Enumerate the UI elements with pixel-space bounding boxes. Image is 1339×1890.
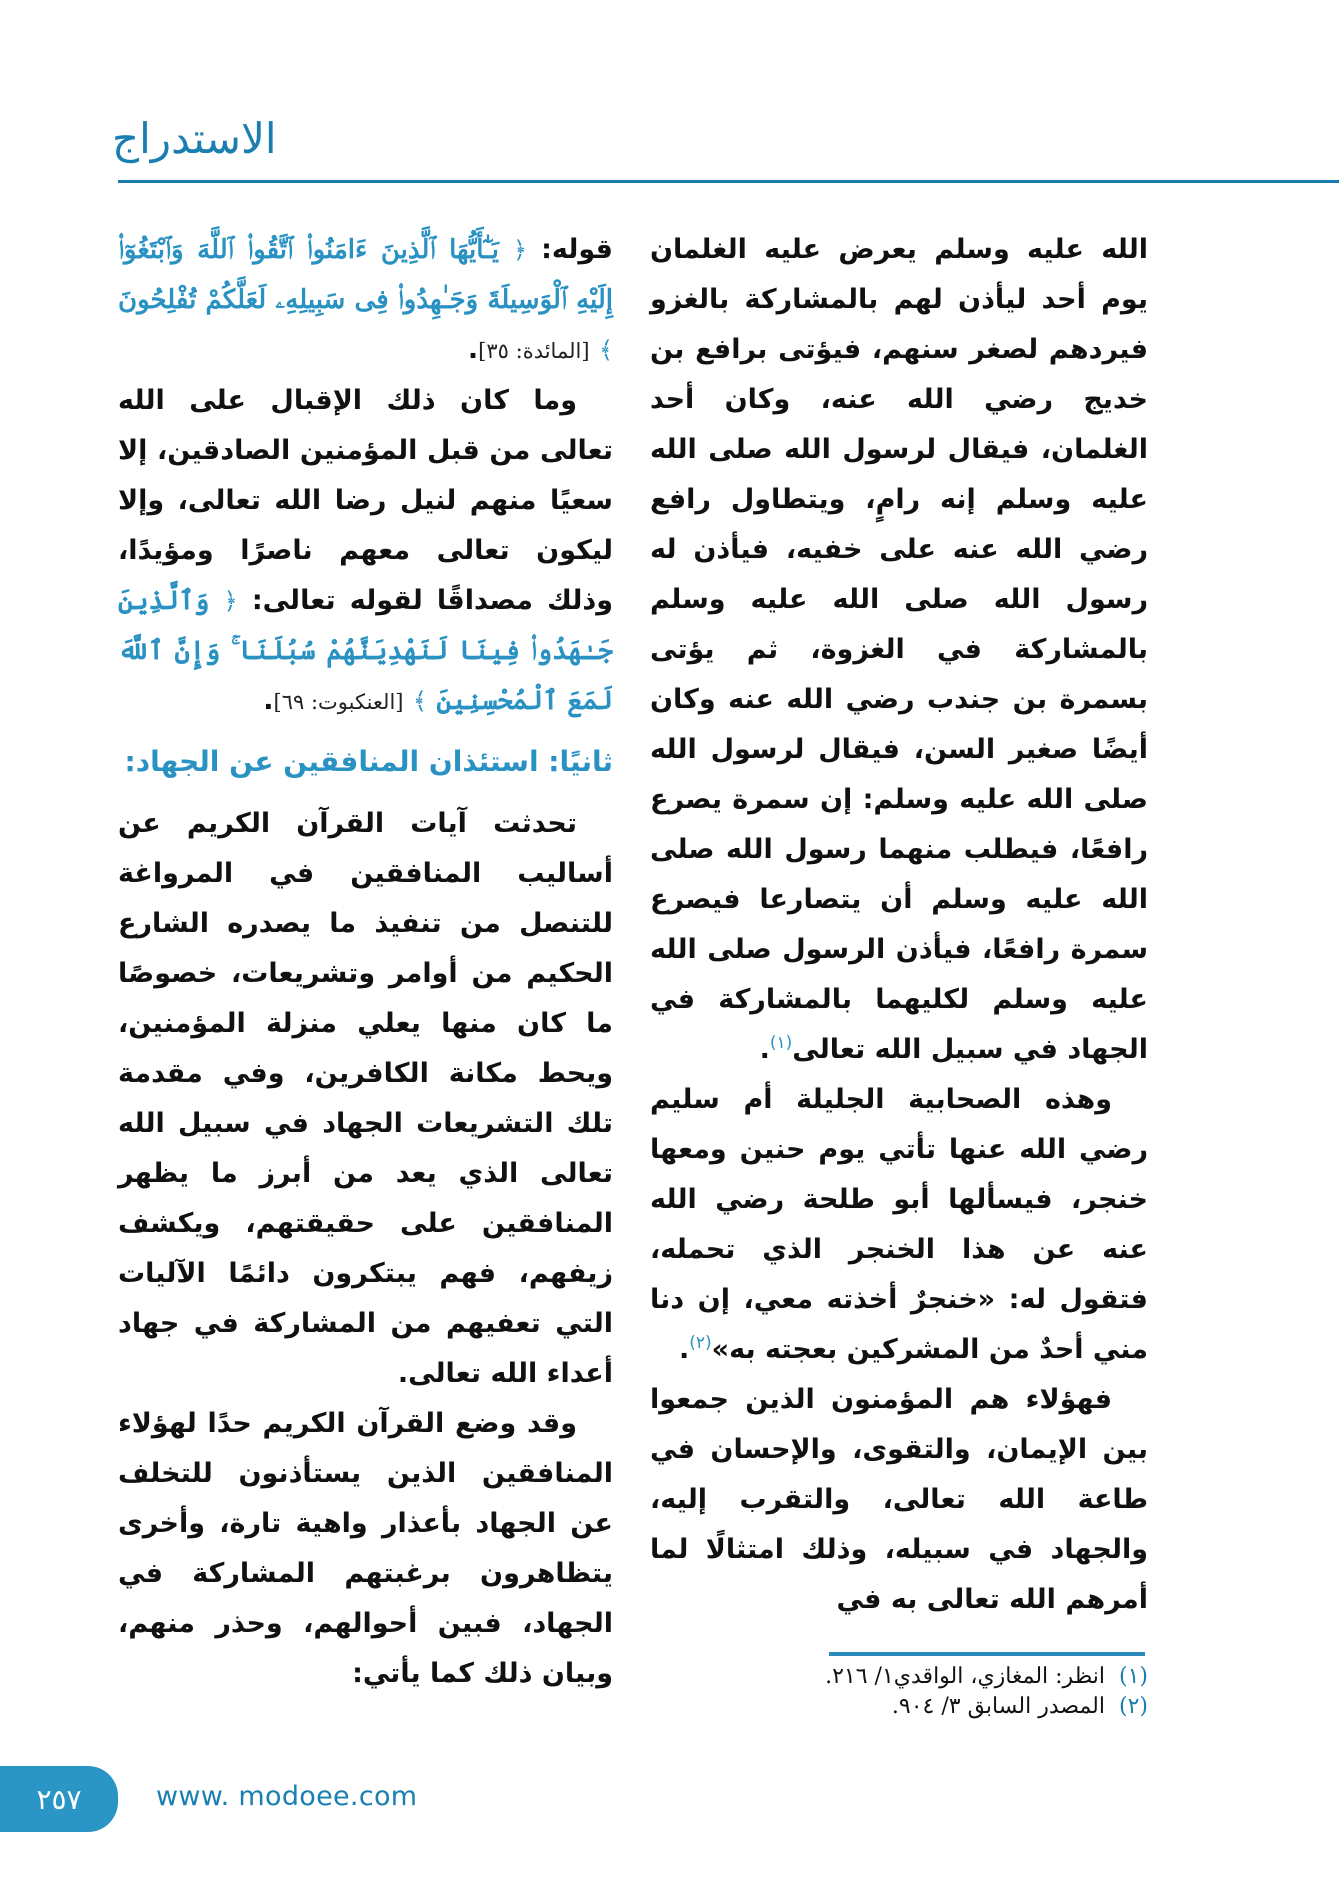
paragraph [118,1399,613,1699]
footnotes [740,1662,1148,1722]
paragraph-text: وقد وضع القرآن الكريم حدًا لهؤلاء المنافقين الذين يستأذنون للتخلف عن الجهاد بأعذار واهية تارة، وأخرى يتظاهرون برغبتهم المشاركة في الجهاد، فبين أحوالهم، وحذر منهم، وبيان ذلك كما يأتي: [118,1408,613,1689]
verse-reference: [العنكبوت: ٦٩] [273,690,404,714]
quote-intro: قوله: [541,234,613,265]
paragraph [650,1075,1148,1375]
quran-open-bracket-icon: ﴿ [223,587,238,615]
punctuation: . [467,334,479,365]
quran-verse: وَٱلَّذِينَ جَـٰهَدُوا۟ فِينَا لَنَهْدِيَنَّهُمْ سُبُلَنَا ۚ وَإِنَّ ٱللَّهَ لَمَعَ ٱلْمُحْسِنِينَ [118,586,613,716]
running-header-title: الاستدراج [112,114,277,163]
paragraph-text: الله عليه وسلم يعرض عليه الغلمان يوم أحد ليأذن لهم بالمشاركة بالغزو فيردهم لصغر سنهم، فيؤتى برافع بن خديج رضي الله عنه، وكان أحد الغلمان، فيقال لرسول الله صلى الله عليه وسلم إنه رامٍ، ويتطاول رافع رضي الله عنه على خفيه، فيأذن له رسول الله صلى الله عليه وسلم بالمشاركة في الغزوة، ثم يؤتى بسمرة بن جندب رضي الله عنه وكان أيضًا صغير السن، فيقال لرسول الله صلى الله عليه وسلم: إن سمرة يصرع رافعًا، فيطلب منهما رسول الله صلى الله عليه وسلم أن يتصارعا فيصرع سمرة رافعًا، فيأذن الرسول صلى الله عليه وسلم لكليهما بالمشاركة في الجهاد في سبيل الله تعالى [650,234,1148,1065]
paragraph-text: فهؤلاء هم المؤمنون الذين جمعوا بين الإيمان، والتقوى، والإحسان في طاعة الله تعالى، والتقرب إليه، والجهاد في سبيله، وذلك امتثالًا لما أمرهم الله تعالى به في [650,1384,1148,1615]
footnote-text: المصدر السابق ٣/ ٩٠٤. [891,1694,1105,1719]
section-heading: ثانيًا: استئذان المنافقين عن الجهاد: [124,745,613,778]
footnote-divider [829,1652,1145,1656]
footnote-ref-2[interactable]: (٢) [689,1333,712,1353]
quran-quote-block [118,225,613,376]
punctuation: . [678,1334,690,1365]
quran-close-bracket-icon: ﴾ [598,336,613,364]
header-divider [118,180,1339,183]
paragraph [650,1375,1148,1625]
left-column [118,225,613,1699]
footnote-text: انظر: المغازي، الواقدي١/ ٢١٦. [825,1664,1105,1689]
quran-verse: يَـٰٓأَيُّهَا ٱلَّذِينَ ءَامَنُوا۟ ٱتَّقُوا۟ ٱللَّهَ وَٱبْتَغُوٓا۟ إِلَيْهِ ٱلْوَسِيلَةَ وَجَـٰهِدُوا۟ فِى سَبِيلِهِۦ لَعَلَّكُمْ تُفْلِحُونَ [118,235,613,315]
page-number: ٢٥٧ [36,1782,82,1816]
paragraph-text: تحدثت آيات القرآن الكريم عن أساليب المنافقين في المرواغة للتنصل من تنفيذ ما يصدره الشارع الحكيم من أوامر وتشريعات، خصوصًا ما كان منها يعلي منزلة المؤمنين، ويحط مكانة الكافرين، وفي مقدمة تلك التشريعات الجهاد في سبيل الله تعالى الذي يعد من أبرز ما يظهر المنافقين على حقيقتهم، ويكشف زيفهم، فهم يبتكرون دائمًا الآليات التي تعفيهم من المشاركة في جهاد أعداء الله تعالى. [118,808,613,1389]
footnote-item [740,1692,1148,1722]
paragraph [118,376,613,727]
quran-close-bracket-icon: ﴾ [412,687,427,715]
website-link[interactable]: www. modoee.com [156,1781,418,1812]
footnote-item [740,1662,1148,1692]
paragraph-text: وما كان ذلك الإقبال على الله تعالى من قبل المؤمنين الصادقين، إلا سعيًا منهم لنيل رضا الله تعالى، وإلا ليكون تعالى معهم ناصرًا ومؤيدًا، وذلك مصداقًا لقوله تعالى: [118,385,613,616]
paragraph [118,799,613,1399]
paragraph [650,225,1148,1075]
footnote-ref-1[interactable]: (١) [769,1033,793,1053]
right-column [650,225,1148,1625]
verse-reference: [المائدة: ٣٥] [478,339,590,363]
footnote-number: (١) [1118,1664,1148,1689]
punctuation: . [263,685,274,716]
punctuation: . [759,1034,770,1065]
footnote-number: (٢) [1118,1694,1148,1719]
page-number-badge [0,1766,118,1832]
quran-open-bracket-icon: ﴿ [513,236,528,264]
paragraph-text: وهذه الصحابية الجليلة أم سليم رضي الله عنها تأتي يوم حنين ومعها خنجر، فيسألها أبو طلحة رضي الله عنه عن هذا الخنجر الذي تحمله، فتقول له: «خنجرٌ أخذته معي، إن دنا مني أحدٌ من المشركين بعجته به» [650,1084,1148,1365]
